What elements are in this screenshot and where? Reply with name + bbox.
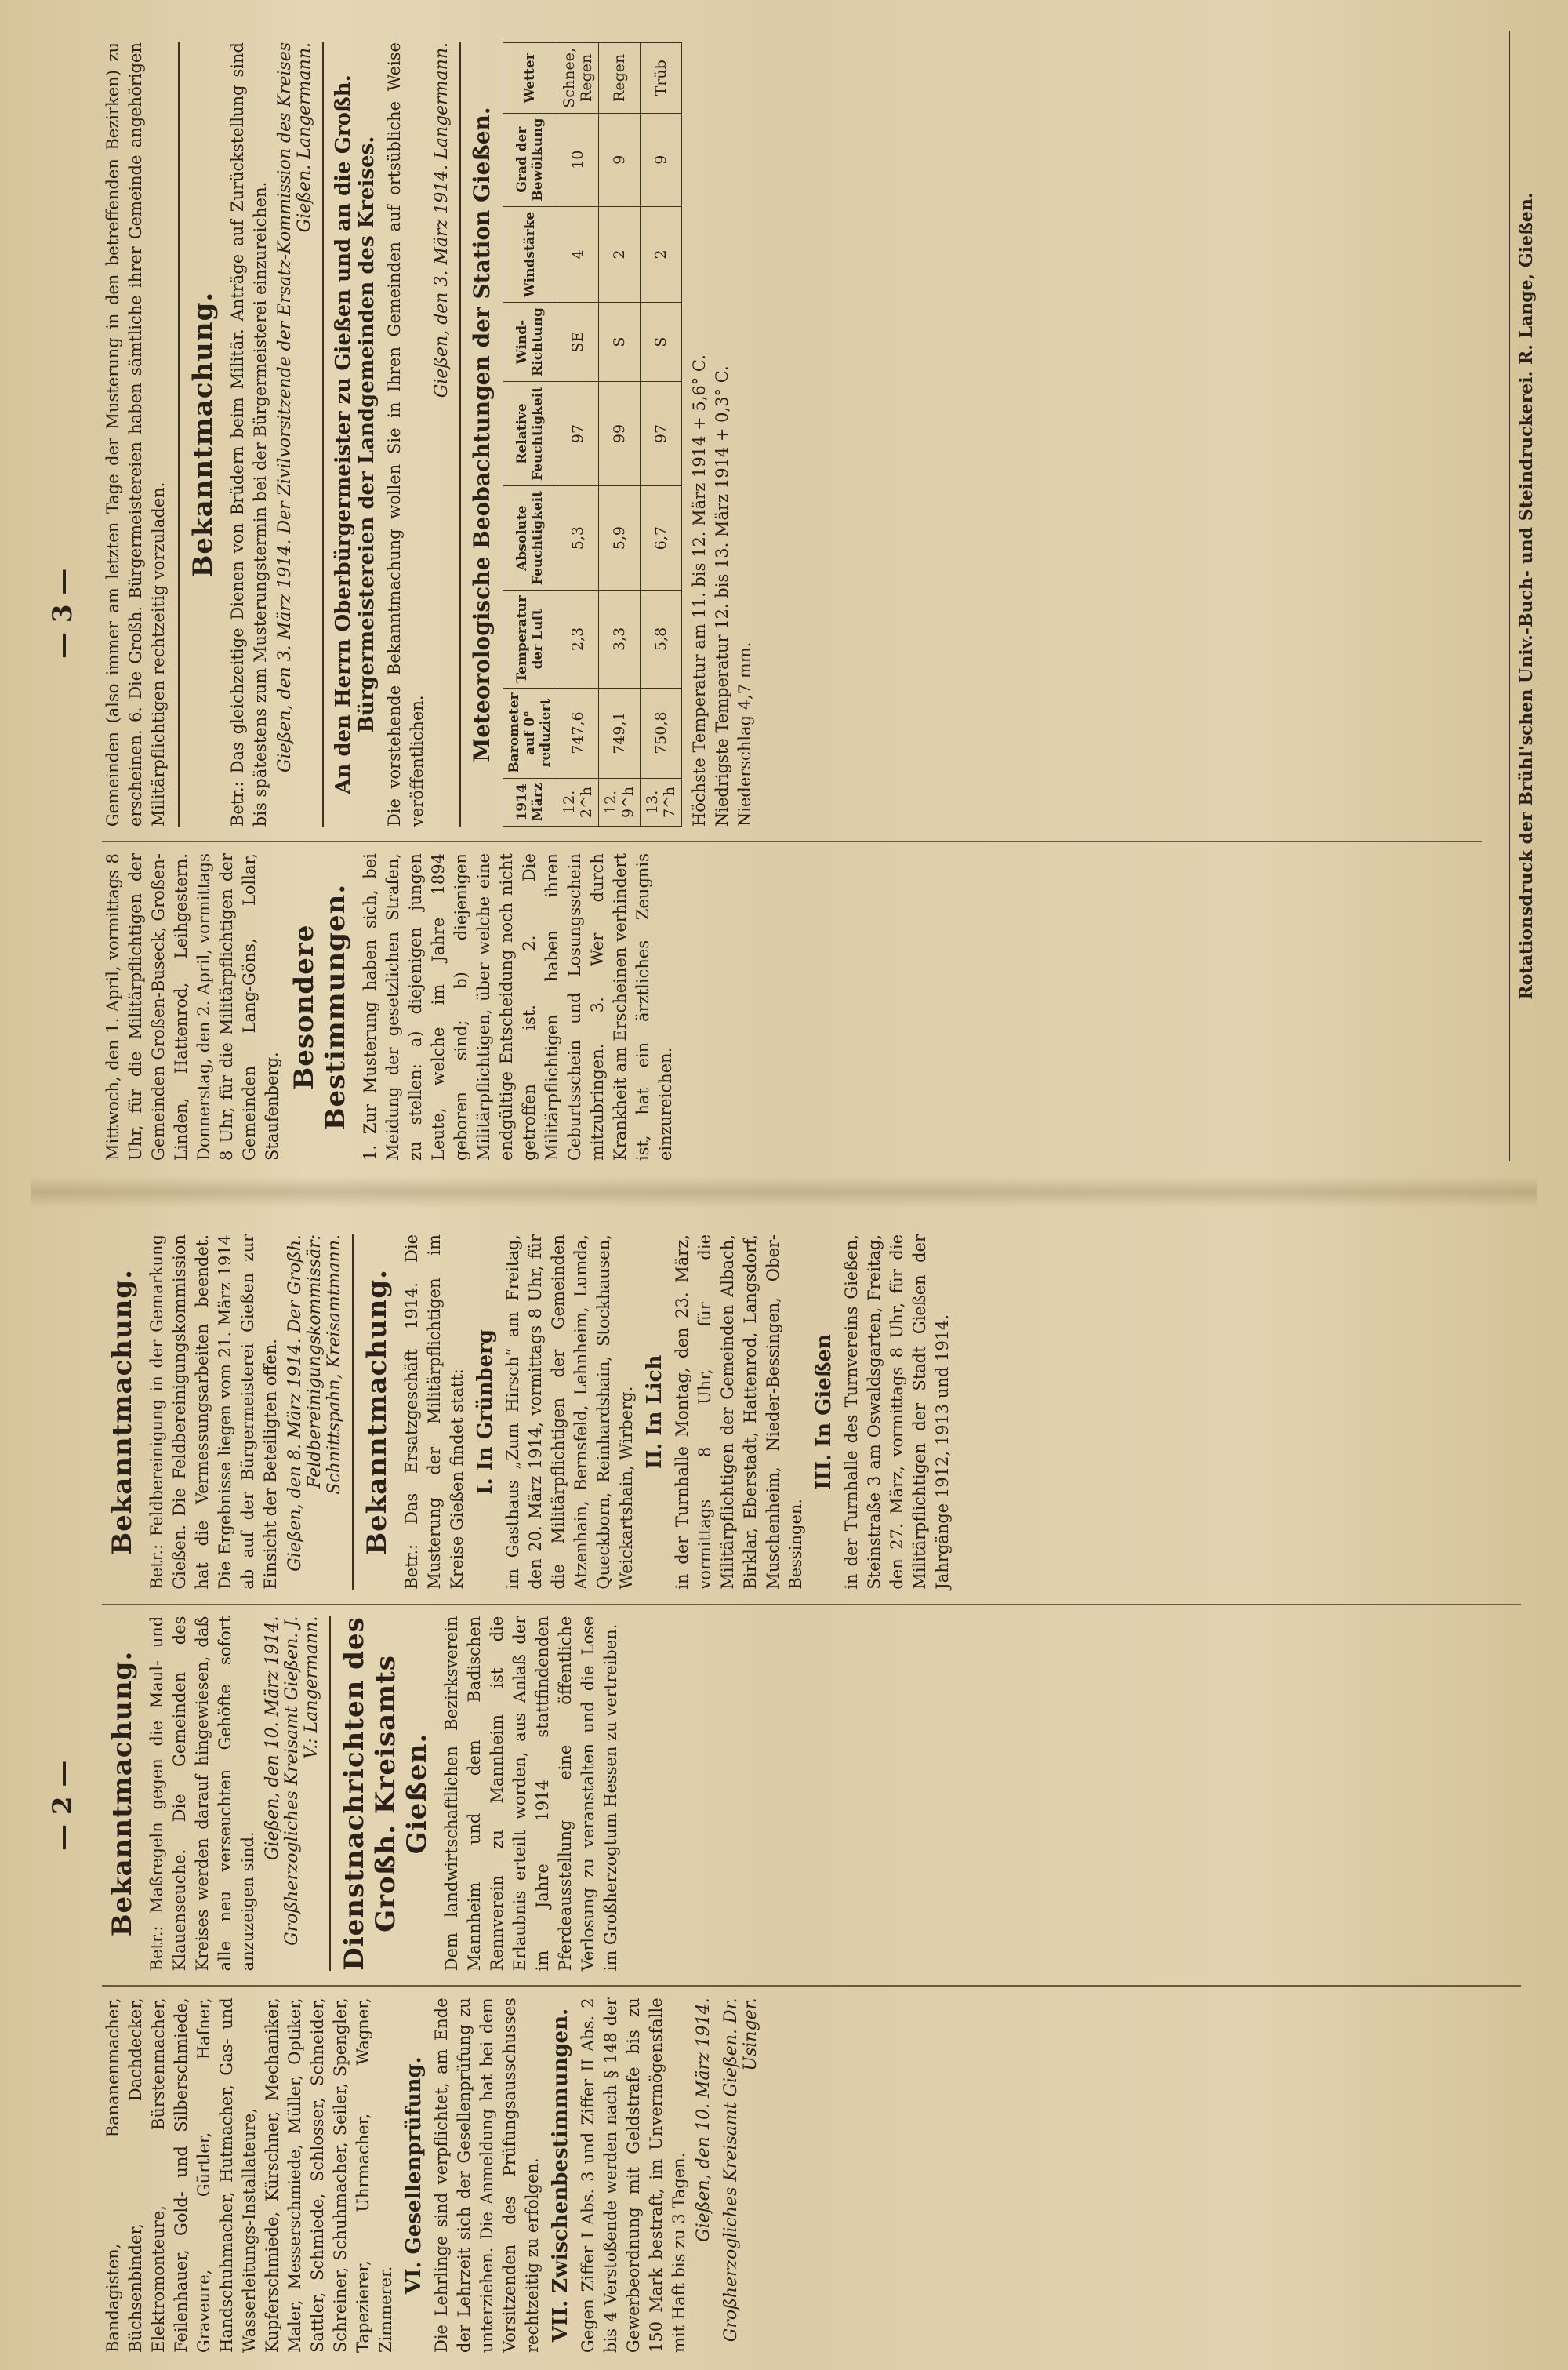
weather-cell: SE [557, 303, 599, 382]
divider [329, 1616, 331, 1972]
weather-column-header: Absolute Feuchtigkeit [503, 486, 557, 591]
weather-cell: 5,9 [599, 486, 641, 591]
signature: Großherzogliches Kreisamt Gießen. Dr. Usinger. [721, 1997, 760, 2343]
page-number: — 2 — [47, 1760, 78, 1851]
district-heading: I. In Grünberg [474, 1329, 497, 1495]
district-heading: II. In Lich [643, 1354, 666, 1470]
article-text: Mittwoch, den 1. April, vormittags 8 Uhr, für die Militärpflichtigen der Gemeinden Großen-Buseck, Großen-Linden, Hattenrod, Leihgestern. Donnerstag, den 2. April, vormittags 8 Uhr, für die Militärpflichtigen der Gemeinden Lang-Göns, Lollar, Staufenberg. [103, 853, 281, 1161]
article-text: in der Turnhalle Montag, den 23. März, vormittags 8 Uhr, für die Militärpflichtigen der Gemeinden Albach, Birklar, Eberstadt, Hattenrod, Langsdorf, Muschenheim, Nieder-Bessingen, Ober-Bessingen. [673, 1234, 805, 1590]
article-heading: Besondere Bestimmungen. [289, 883, 351, 1131]
weather-cell: 2,3 [557, 591, 599, 688]
weather-cell: 747,6 [557, 688, 599, 778]
weather-cell: S [641, 303, 682, 382]
weather-column-header: Wind-Richtung [503, 303, 557, 382]
article-text: 1. Zur Musterung haben sich, bei Meidung der gesetzlichen Strafen, zu stellen: a) diejenigen jungen Leute, welche im Jahre 1894 geboren sind; b) diejenigen Militärpflichtigen, über welche eine endgültige Entscheidung noch nicht getroffen ist. 2. Die Militärpflichtigen haben ihren Geburtsschein und Losungsschein mitzubringen. 3. Wer durch Krankheit am Erscheinen verhindert ist, hat ein ärztliches Zeugnis einzureichen. [361, 853, 675, 1161]
weather-cell: 13. 7^h [641, 778, 682, 826]
weather-cell: Trüb [641, 43, 682, 114]
article-text: Gemeinden (also immer am letzten Tage der Musterung in den betreffenden Bezirken) zu erscheinen. 6. Die Großh. Bürgermeistereien haben sämtliche ihrer Gemeinde angehörigen Militärpflichtigen rechtzeitig vorzuladen. [103, 42, 168, 827]
weather-cell: Regen [599, 43, 641, 114]
article-text: Die vorstehende Bekanntmachung wollen Sie in Ihren Gemeinden auf ortsübliche Weise veröffentlichen. [385, 42, 426, 827]
article-text: Dem landwirtschaftlichen Bezirksverein Mannheim und dem Badischen Rennverein zu Mannheim ist die Erlaubnis erteilt worden, aus Anlaß der im Jahre 1914 stattfindenden Pferdeausstellung eine öffentliche Verlosung zu veranstalten und die Lose im Großherzogtum Hessen zu vertreiben. [442, 1616, 620, 1972]
weather-cell: 749,1 [599, 688, 641, 778]
printer-imprint: Rotationsdruck der Brühl'schen Univ.-Buch- und Steindruckerei. R. Lange, Gießen. [1508, 31, 1537, 1161]
signature: Gießen, den 3. März 1914. Der Zivilvorsitzende der Ersatz-Kommission des Kreises Gießen. Langermann. [275, 42, 314, 773]
column-2 [102, 1604, 1521, 1972]
weather-cell: 2 [599, 206, 641, 303]
weather-cell: 97 [641, 381, 682, 485]
divider [459, 42, 461, 827]
weather-header-row [503, 43, 557, 827]
article-text: in der Turnhalle des Turnvereins Gießen, Steinstraße 3 am Oswaldsgarten, Freitag, den 27. März, vormittags 8 Uhr, für die Militärpflichtigen der Stadt Gießen der Jahrgänge 1912, 1913 und 1914. [842, 1234, 952, 1590]
section-heading: VI. Gesellenprüfung. [402, 2056, 426, 2294]
column-1 [102, 1985, 1521, 2353]
weather-column-header: Wetter [503, 43, 557, 114]
weather-cell: 3,3 [599, 591, 641, 688]
intro-text: Bandagisten, Bananenmacher, Büchsenbinder, Dachdecker, Elektromonteure, Bürstenmacher, Feilenhauer, Gold- und Silberschmiede, Graveure, Gürtler, Hafner, Handschuhmacher, Hutmacher, Gas- und Wasserleitungs-Installateure, Kupferschmiede, Kürschner, Mechaniker, Maler, Messerschmiede, Müller, Optiker, Sattler, Schmiede, Schlosser, Schneider, Schreiner, Schuhmacher, Seiler, Spengler, Tapezierer, Uhrmacher, Wagner, Zimmerer. [103, 1997, 395, 2353]
page-3 [31, 31, 1537, 1161]
weather-row [641, 43, 682, 827]
column-3 [102, 1223, 1521, 1590]
page-fold [31, 1176, 1537, 1208]
weather-cell: 12. 2^h [557, 778, 599, 826]
weather-cell: 12. 9^h [599, 778, 641, 826]
article-heading: Bekanntmachung. [107, 1269, 138, 1555]
article-heading: Bekanntmachung. [107, 1650, 138, 1937]
article-text: im Gasthaus „Zum Hirsch“ am Freitag, den 20. März 1914, vormittags 8 Uhr, für die Militärpflichtigen der Gemeinden Atzenhain, Bernsfeld, Lehnheim, Lumda, Queckborn, Reinhardshain, Stockhausen, Weickartshain, Wirberg. [503, 1234, 636, 1590]
district-heading: III. In Gießen [812, 1334, 836, 1490]
weather-cell: 5,8 [641, 591, 682, 688]
column-1 [102, 841, 1482, 1161]
article-heading: Bekanntmachung. [361, 1269, 393, 1555]
weather-row [599, 43, 641, 827]
divider [178, 42, 180, 827]
weather-cell: 750,8 [641, 688, 682, 778]
article-text: Betr.: Maßregeln gegen die Maul- und Klauenseuche. Die Gemeinden des Kreises werden darauf hingewiesen, daß alle neu verseuchten Gehöfte sofort anzuzeigen sind. [147, 1616, 257, 1972]
weather-cell: 9 [641, 113, 682, 206]
signature: Gießen, den 8. März 1914. Der Großh. Feldbereinigungskommissär: Schnittspahn, Kreisamtmann. [285, 1234, 344, 1572]
column-2 [102, 31, 1482, 827]
page-2 [31, 1223, 1537, 2353]
weather-cell: S [599, 303, 641, 382]
section-text: Die Lehrlinge sind verpflichtet, am Ende der Lehrzeit sich der Gesellenprüfung zu unterziehen. Die Anmeldung hat bei dem Vorsitzenden des Prüfungsausschusses rechtzeitig zu erfolgen. [432, 1997, 542, 2353]
weather-cell: 4 [557, 206, 599, 303]
divider [322, 42, 324, 827]
weather-title: Meteorologische Beobachtungen der Station Gießen. [469, 107, 495, 762]
signature: Gießen, den 3. März 1914. Langermann. [432, 42, 452, 398]
article-text: Betr.: Feldbereinigung in der Gemarkung Gießen. Die Feldbereinigungskommission hat die Vermessungsarbeiten beendet. Die Ergebnisse liegen vom 21. März 1914 ab auf der Bürgermeisterei Gießen zur Einsicht der Beteiligten offen. [147, 1234, 280, 1590]
weather-cell: 5,3 [557, 486, 599, 591]
weather-note: Höchste Temperatur am 11. bis 12. März 1914 + 5,6° C. [690, 354, 709, 827]
weather-column-header: Grad der Bewölkung [503, 113, 557, 206]
signature: Gießen, den 10. März 1914. Großherzogliches Kreisamt Gießen. J. V.: Langermann. [263, 1616, 321, 1946]
weather-cell: 2 [641, 206, 682, 303]
weather-body [557, 43, 682, 827]
page-number: — 3 — [47, 568, 78, 659]
weather-column-header: 1914 März [503, 778, 557, 826]
article-text: Betr.: Das Ersatzgeschäft 1914. Die Musterung der Militärpflichtigen im Kreise Gießen findet statt: [402, 1234, 466, 1590]
weather-cell: 6,7 [641, 486, 682, 591]
section-heading: VII. Zwischenbestimmungen. [549, 2008, 572, 2343]
weather-column-header: Relative Feuchtigkeit [503, 381, 557, 485]
weather-cell: Schnee, Regen [557, 43, 599, 114]
section-text: Gegen Ziffer I Abs. 3 und Ziffer II Abs. 2 bis 4 Verstoßende werden nach § 148 der Gewerbeordnung mit Geldstrafe bis zu 150 Mark bestraft, im Unvermögensfalle mit Haft bis zu 3 Tagen. [579, 1997, 688, 2353]
weather-column-header: Barometer auf 0° reduziert [503, 688, 557, 778]
weather-cell: 10 [557, 113, 599, 206]
article-heading: Dienstnachrichten des Großh. Kreisamts Gießen. [339, 1616, 433, 1971]
rotated-page-spread [31, 31, 1537, 2353]
article-heading: An den Herrn Oberbürgermeister zu Gießen und an die Großh. Bürgermeistereien der Landgemeinden des Kreises. [332, 75, 379, 794]
weather-table [503, 42, 682, 827]
place-date: Gießen, den 10. März 1914. [694, 1997, 713, 2242]
weather-cell: 97 [557, 381, 599, 485]
weather-column-header: Temperatur der Luft [503, 591, 557, 688]
weather-row [557, 43, 599, 827]
weather-cell: 9 [599, 113, 641, 206]
weather-note: Niederschlag 4,7 mm. [735, 642, 754, 827]
weather-column-header: Windstärke [503, 206, 557, 303]
weather-cell: 99 [599, 381, 641, 485]
article-heading: Bekanntmachung. [187, 291, 219, 578]
article-text: Betr.: Das gleichzeitige Dienen von Brüdern beim Militär. Anträge auf Zurückstellung sind bis spätestens zum Musterungstermin bei der Bürgermeisterei einzureichen. [228, 42, 270, 827]
divider [352, 1234, 354, 1590]
weather-note: Niedrigste Temperatur 12. bis 13. März 1914 + 0,3° C. [713, 365, 731, 827]
